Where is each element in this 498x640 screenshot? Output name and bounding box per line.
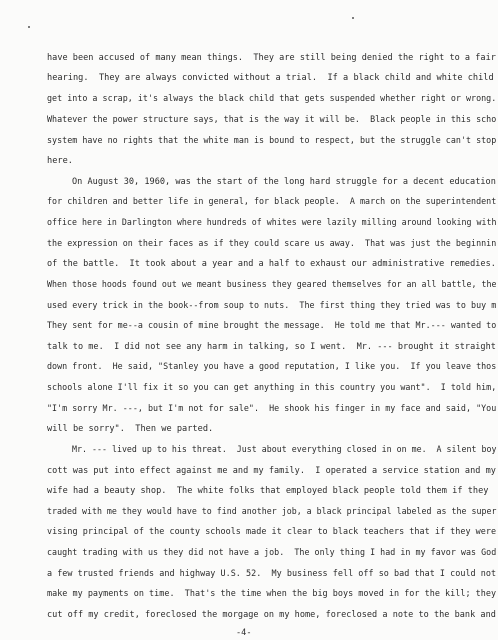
text-line: When those hoods found out we meant business they geared themselves for an all battle, the xyxy=(47,280,497,290)
text-line: caught trading with us they did not have a job. The only thing I had in my favor was God xyxy=(47,548,497,558)
text-line: system have no rights that the white man is bound to respect, but the struggle can't stop xyxy=(47,136,497,146)
text-line: On August 30, 1960, was the start of the long hard struggle for a decent education xyxy=(72,177,496,187)
text-line: have been accused of many mean things. They are still being denied the right to a fair xyxy=(47,53,496,63)
text-line: the expression on their faces as if they could scare us away. That was just the beginnin xyxy=(47,239,497,249)
text-line: wife had a beauty shop. The white folks that employed black people told them if they xyxy=(47,486,489,496)
text-line: office here in Darlington where hundreds of whites were lazily milling around looking with xyxy=(47,218,497,228)
text-line: make my payments on time. That's the time when the big boys moved in for the kill; they xyxy=(47,589,497,599)
text-line: hearing. They are always convicted without a trial. If a black child and white child xyxy=(47,73,494,83)
text-line: talk to me. I did not see any harm in talking, so I went. Mr. --- brought it straight xyxy=(47,342,496,352)
scan-speck xyxy=(352,17,354,19)
text-line: get into a scrap, it's always the black child that gets suspended whether right or wrong. xyxy=(47,94,497,104)
text-line: a few trusted friends and highway U.S. 52. My business fell off so bad that I could not xyxy=(47,569,497,579)
text-line: "I'm sorry Mr. ---, but I'm not for sale". He shook his finger in my face and said, "You xyxy=(47,404,497,414)
page-number: -4- xyxy=(236,628,252,638)
text-line: will be sorry". Then we parted. xyxy=(47,424,214,434)
text-line: used every trick in the book--from soup to nuts. The first thing they tried was to buy m xyxy=(47,301,497,311)
text-line: down front. He said, "Stanley you have a good reputation, I like you. If you leave thos xyxy=(47,362,497,372)
text-line: They sent for me--a cousin of mine brought the message. He told me that Mr.--- wanted to xyxy=(47,321,497,331)
text-line: cut off my credit, foreclosed the morgage on my home, foreclosed a note to the bank and xyxy=(47,610,496,620)
text-line: of the battle. It took about a year and a half to exhaust our administrative remedies. xyxy=(47,259,496,269)
text-line: Mr. --- lived up to his threat. Just about everything closed in on me. A silent boy xyxy=(72,445,497,455)
text-line: for children and better life in general, for black people. A march on the superintendent xyxy=(47,197,497,207)
scan-speck xyxy=(28,26,30,28)
text-line: vising principal of the county schools made it clear to black teachers that if they were xyxy=(47,527,497,537)
text-line: schools alone I'll fix it so you can get anything in this country you want". I told him, xyxy=(47,383,497,393)
text-line: here. xyxy=(47,156,73,166)
text-line: cott was put into effect against me and my family. I operated a service station and my xyxy=(47,466,496,476)
text-line: traded with me they would have to find another job, a black principal labeled as the super xyxy=(47,507,497,517)
text-line: Whatever the power structure says, that is the way it will be. Black people in this scho xyxy=(47,115,497,125)
